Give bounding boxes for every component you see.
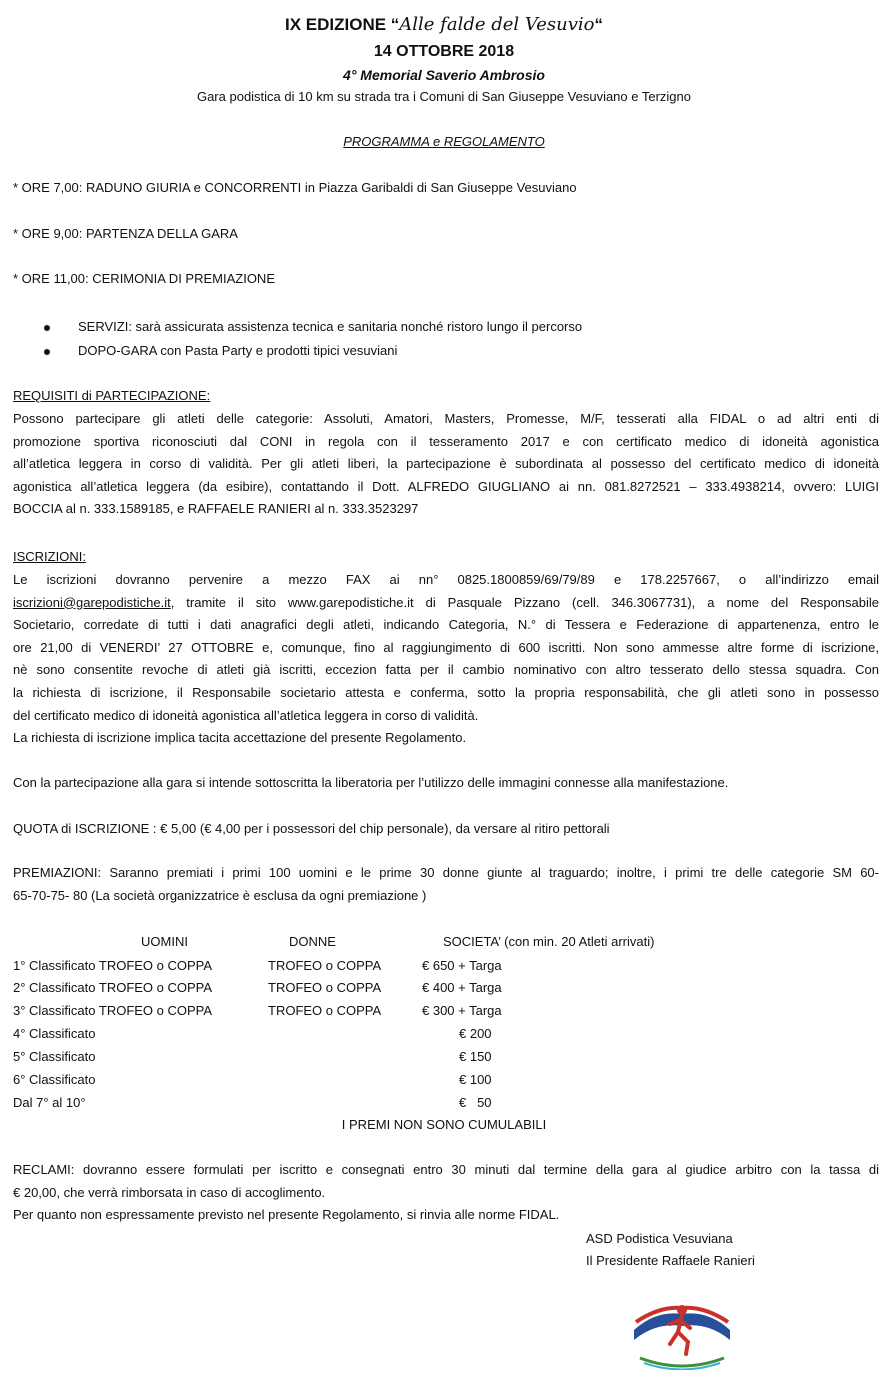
table-cell: Dal 7° al 10° (13, 1095, 86, 1110)
table-header: SOCIETA’ (con min. 20 Atleti arrivati) (443, 934, 655, 949)
table-cell: 6° Classificato (13, 1072, 96, 1087)
services-item: SERVIZI: sarà assicurata assistenza tecnica e sanitaria nonché ristoro lungo il percorso (78, 319, 583, 334)
paragraph-line: € 20,00, che verrà rimborsata in caso di accoglimento. (13, 1184, 326, 1200)
paragraph-text: , tramite il sito www.garepodistiche.it di Pasquale Pizzano (cell. 346.3067731), a nome del Responsabile (170, 594, 879, 610)
paragraph-line: all’atletica leggera in corso di validità. Per gli atleti liberi, la partecipazione è subordinata al possesso del certificato medico di idoneità (13, 456, 879, 472)
title-script: Alle falde del Vesuvio (399, 14, 595, 35)
table-cell: TROFEO o COPPA (268, 1003, 382, 1018)
table-cell: 2° Classificato TROFEO o COPPA (13, 980, 213, 995)
paragraph-line: Societario, corredate di tutti i dati anagrafici degli atleti, indicando Categoria, N.° di Tessera e Federazione di appartenenza, entro le (13, 617, 879, 633)
paragraph-line: promozione sportiva riconosciuti dal CONI in regola con il tesseramento 2017 e con certificato medico di idoneità agonistica (13, 433, 879, 449)
iscrizioni-paragraph (13, 569, 879, 750)
event-date: 14 OTTOBRE 2018 (373, 43, 515, 60)
requisiti-paragraph (13, 408, 879, 521)
email-link[interactable]: iscrizioni@garepodistiche.it (13, 594, 171, 610)
premiazioni-paragraph (13, 862, 879, 907)
signature-president: Il Presidente Raffaele Ranieri (586, 1253, 755, 1268)
paragraph-line: ore 21,00 di VENERDI’ 27 OTTOBRE e, comunque, fino al raggiungimento di 600 iscritti. Non sono ammesse altre forme di iscrizione, (13, 639, 879, 655)
table-header: DONNE (289, 934, 336, 949)
paragraph-line: PREMIAZIONI: Saranno premiati i primi 100 uomini e le prime 30 donne giunte al traguardo; inoltre, i primi tre delle categorie SM 60- (13, 865, 879, 880)
table-cell: TROFEO o COPPA (268, 980, 382, 995)
paragraph-line: la richiesta di iscrizione, il Responsabile societario attesta e conferma, sotto la propria responsabilità, che gli atleti sono in possesso (13, 684, 879, 700)
table-cell: 5° Classificato (13, 1049, 96, 1064)
table-cell: 3° Classificato TROFEO o COPPA (13, 1003, 213, 1018)
table-cell: € 50 (459, 1095, 492, 1110)
schedule-item: * ORE 9,00: PARTENZA DELLA GARA (13, 226, 238, 241)
services-item: DOPO-GARA con Pasta Party e prodotti tipici vesuviani (78, 343, 398, 358)
iscrizioni-heading: ISCRIZIONI: (13, 549, 86, 564)
prize-note: I PREMI NON SONO CUMULABILI (341, 1117, 547, 1132)
table-cell: 1° Classificato TROFEO o COPPA (13, 958, 213, 973)
paragraph-line: nè sono consentite revoche di atleti già iscritti, eccezion fatta per il cambio nominativo con altro tesserato dello stessa squadra. Con (13, 662, 879, 678)
paragraph-line: del certificato medico di idoneità agonistica all’atletica leggera in corso di validità. (13, 707, 479, 723)
table-cell: € 300 + Targa (422, 1003, 502, 1018)
paragraph-line: agonistica all’atletica leggera (da esibire), contattando il Dott. ALFREDO GIUGLIANO ai nn. 081.8272521 – 333.4938214, ovvero: LUIGI (13, 478, 879, 494)
schedule-item: * ORE 11,00: CERIMONIA DI PREMIAZIONE (13, 271, 275, 286)
paragraph-line: 65-70-75- 80 (La società organizzatrice è esclusa da ogni premiazione ) (13, 887, 427, 903)
podistica-vesuviana-logo (626, 1300, 738, 1370)
table-cell: TROFEO o COPPA (268, 958, 382, 973)
table-cell: 4° Classificato (13, 1026, 96, 1041)
table-cell: € 100 (459, 1072, 492, 1087)
paragraph-line: BOCCIA al n. 333.1589185, e RAFFAELE RANIERI al n. 333.3523297 (13, 501, 419, 517)
runner-logo-icon (626, 1300, 738, 1370)
paragraph-line: RECLAMI: dovranno essere formulati per iscritto e consegnati entro 30 minuti dal termine della gara al giudice arbitro con la tassa di (13, 1162, 879, 1177)
reclami-paragraph (13, 1159, 879, 1227)
signature-org: ASD Podistica Vesuviana (586, 1231, 733, 1246)
title-prefix: IX EDIZIONE “ (285, 15, 400, 34)
paragraph-line: Le iscrizioni dovranno pervenire a mezzo FAX ai nn° 0825.1800859/69/79/89 e 178.2257667, o all’indirizzo email (13, 572, 879, 587)
race-description: Gara podistica di 10 km su strada tra i Comuni di San Giuseppe Vesuviano e Terzigno (196, 89, 692, 104)
memorial-subtitle: 4° Memorial Saverio Ambrosio (343, 67, 545, 83)
table-header: UOMINI (141, 934, 188, 949)
table-cell: € 150 (459, 1049, 492, 1064)
bullet-icon (44, 344, 54, 354)
paragraph-line: La richiesta di iscrizione implica tacita accettazione del presente Regolamento. (13, 730, 467, 746)
quota-text: QUOTA di ISCRIZIONE : € 5,00 (€ 4,00 per i possessori del chip personale), da versare al ritiro pettorali (13, 821, 610, 836)
liberatoria-text: Con la partecipazione alla gara si intende sottoscritta la liberatoria per l’utilizzo delle immagini connesse alla manifestazione. (13, 775, 729, 790)
table-cell: € 650 + Targa (422, 958, 502, 973)
paragraph-line: Per quanto non espressamente previsto nel presente Regolamento, si rinvia alle norme FIDAL. (13, 1207, 560, 1223)
schedule-item: * ORE 7,00: RADUNO GIURIA e CONCORRENTI in Piazza Garibaldi di San Giuseppe Vesuviano (13, 180, 577, 195)
title-suffix: “ (594, 15, 603, 34)
requisiti-heading: REQUISITI di PARTECIPAZIONE: (13, 388, 211, 403)
document-title (0, 14, 888, 35)
program-heading: PROGRAMMA e REGOLAMENTO (343, 134, 545, 149)
bullet-icon (44, 320, 54, 330)
paragraph-line (13, 592, 879, 615)
table-cell: € 400 + Targa (422, 980, 502, 995)
paragraph-line: Possono partecipare gli atleti delle categorie: Assoluti, Amatori, Masters, Promesse, M/F, tesserati alla FIDAL o ad altri enti di (13, 411, 879, 426)
table-cell: € 200 (459, 1026, 492, 1041)
